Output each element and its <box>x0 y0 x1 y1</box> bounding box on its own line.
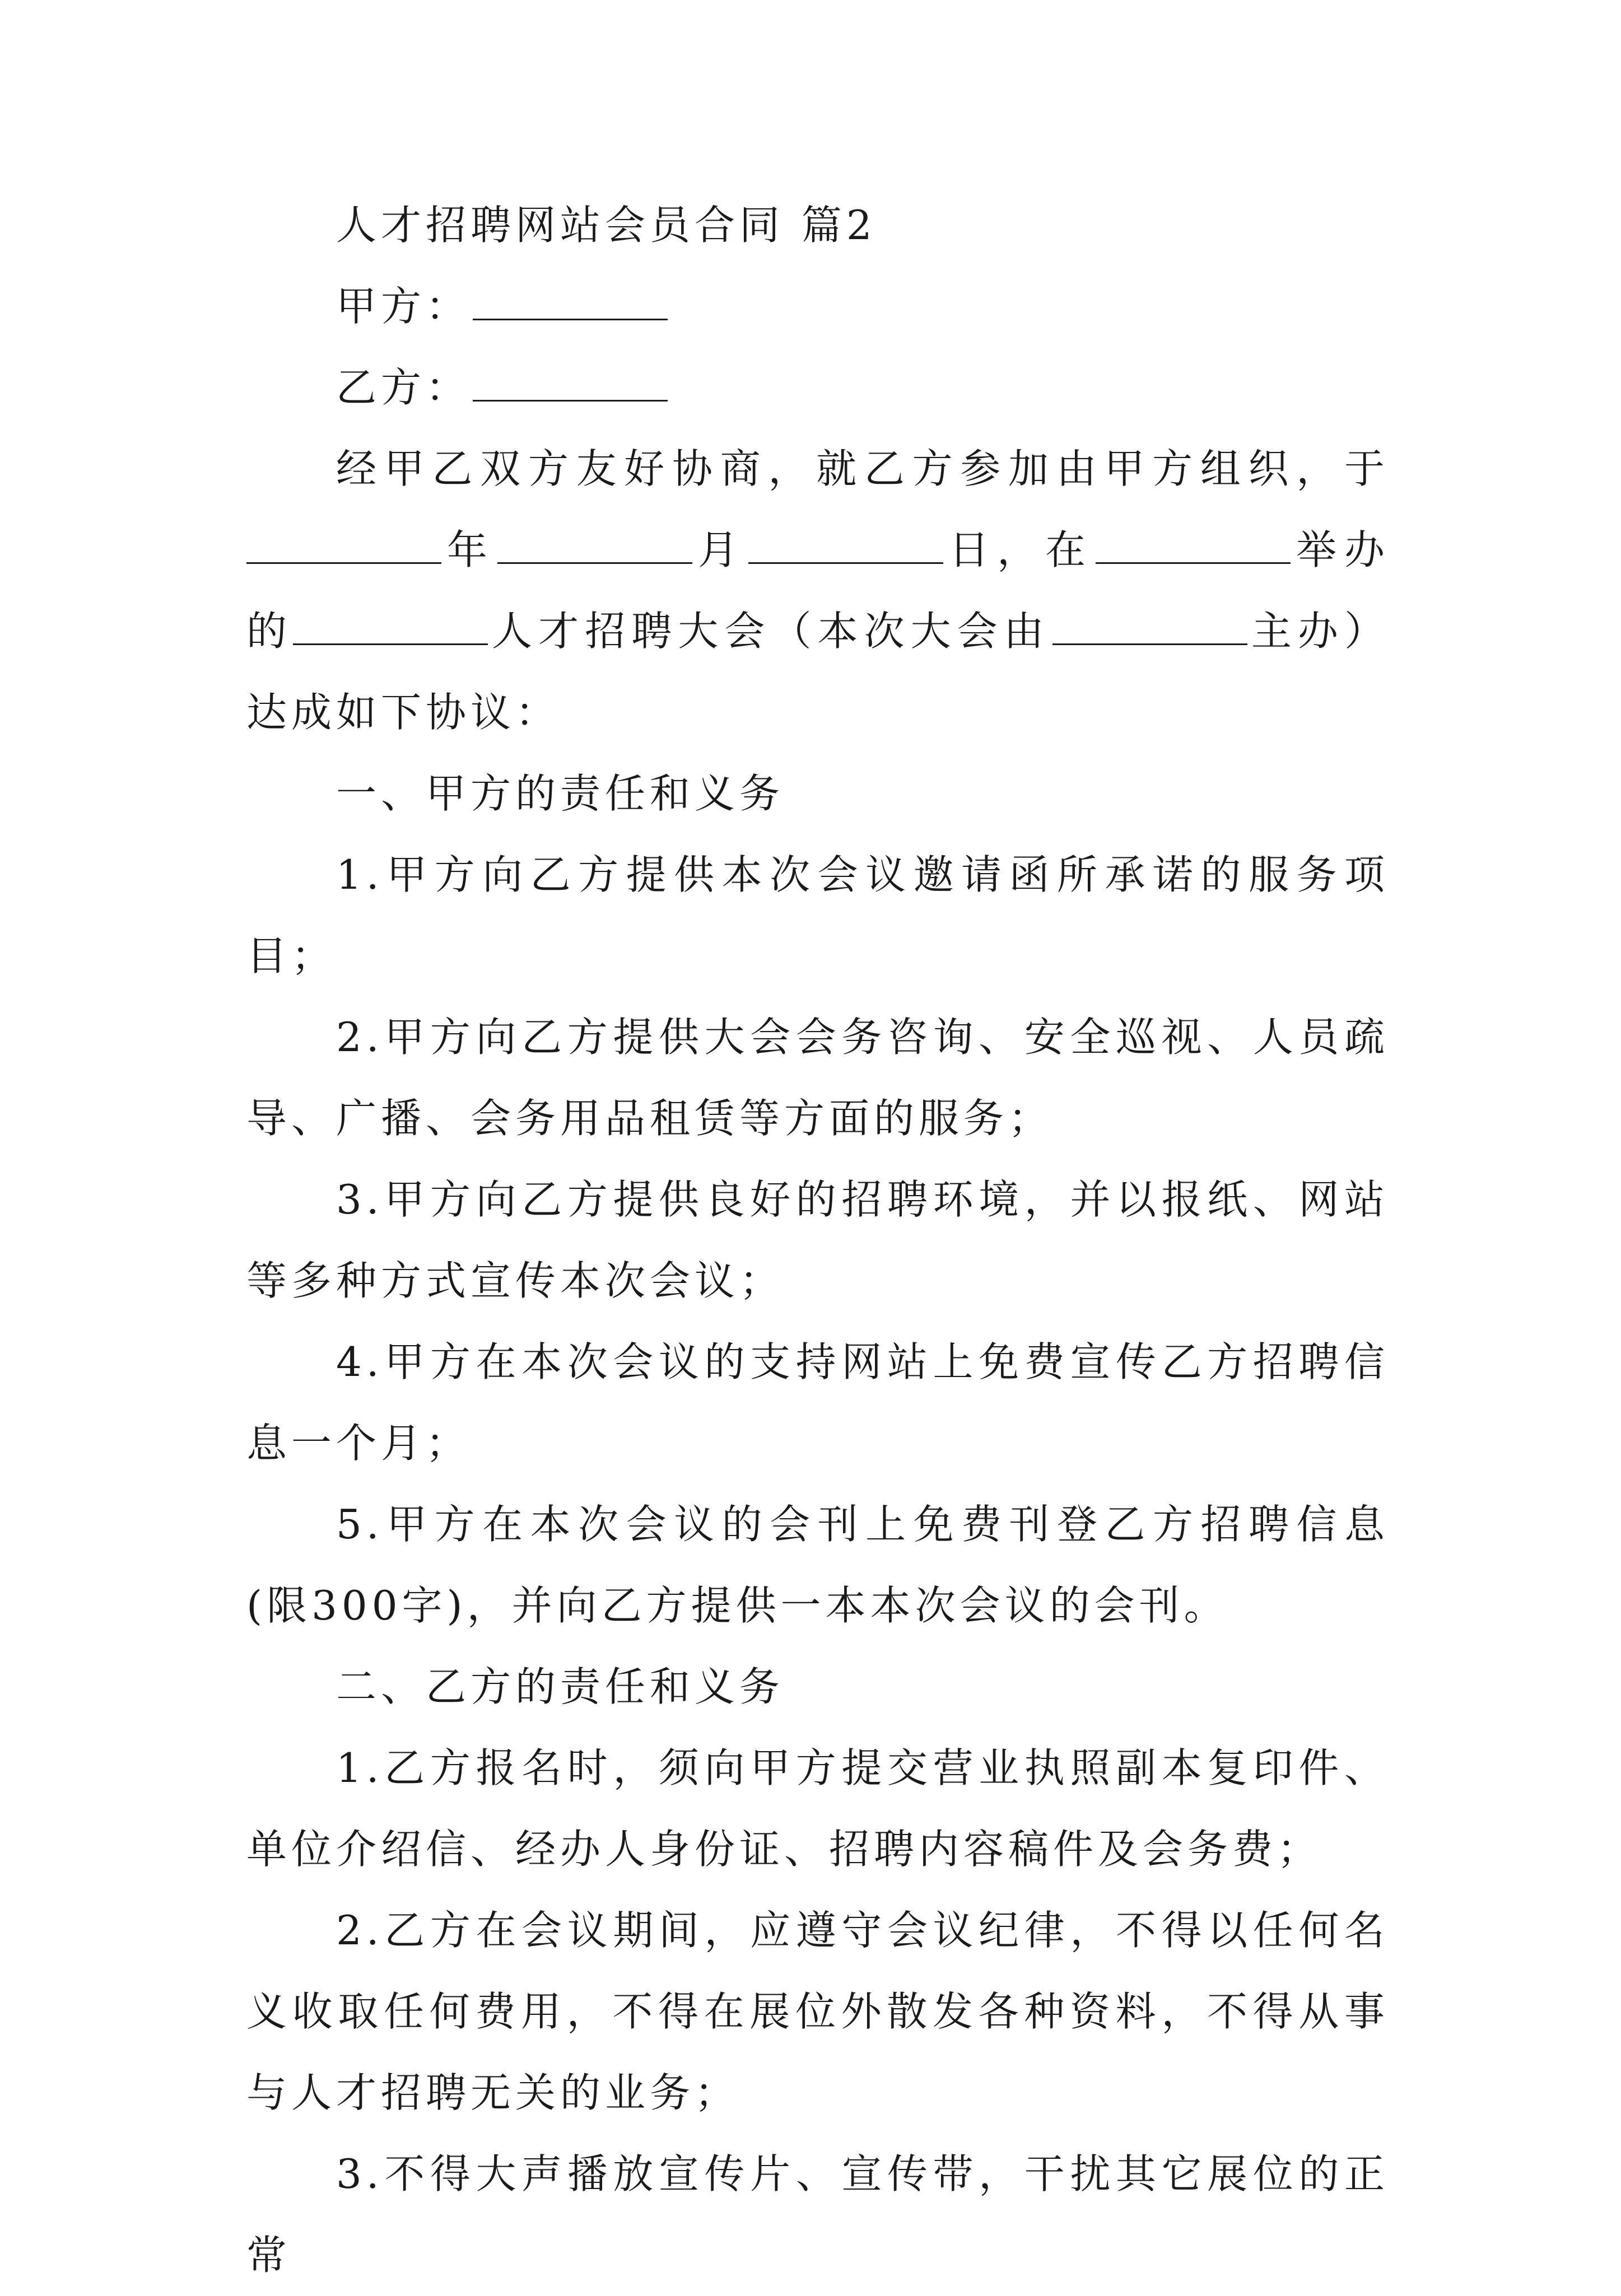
month-blank <box>497 529 692 564</box>
section1-heading: 一、甲方的责任和义务 <box>336 770 785 817</box>
year-blank <box>246 529 441 564</box>
section2-item: 1.乙方报名时，须向甲方提交营业执照副本复印件、单位介绍信、经办人身份证、招聘内容稿件及会务费； <box>246 1744 1389 1873</box>
section1-item: 3.甲方向乙方提供良好的招聘环境，并以报纸、网站等多种方式宣传本次会议； <box>246 1176 1389 1304</box>
section2-item: 2.乙方在会议期间，应遵守会议纪律，不得以任何名义收取任何费用，不得在展位外散发各种资料，不得从事与人才招聘无关的业务； <box>246 1907 1389 2116</box>
section1-item: 4.甲方在本次会议的支持网站上免费宣传乙方招聘信息一个月； <box>246 1338 1389 1467</box>
party-b-blank <box>473 366 668 402</box>
section1-item: 2.甲方向乙方提供大会会务咨询、安全巡视、人员疏导、广播、会务用品租赁等方面的服务； <box>246 1014 1389 1142</box>
day-blank <box>748 529 943 564</box>
fair-name-blank <box>293 610 488 645</box>
section2-item: 3.不得大声播放宣传片、宣传带，干扰其它展位的正常 <box>246 2150 1389 2279</box>
section1-item: 1.甲方向乙方提供本次会议邀请函所承诺的服务项目； <box>246 851 1389 979</box>
party-a-line <box>246 266 1389 347</box>
venue-blank <box>1096 529 1291 564</box>
party-b-label: 乙方： <box>336 364 471 411</box>
section1-item: 5.甲方在本次会议的会刊上免费刊登乙方招聘信息(限300字)，并向乙方提供一本本次会议的会刊。 <box>246 1501 1389 1629</box>
party-a-label: 甲方： <box>336 283 471 330</box>
party-b-line <box>246 347 1389 428</box>
host-blank <box>1052 610 1247 645</box>
document-page <box>246 185 1389 2296</box>
party-a-blank <box>473 285 668 320</box>
intro-paragraph: 经甲乙双方友好协商，就乙方参加由甲方组织，于年 月 日，在 举办的 人才招聘大会（本次大会由 主办）达成如下协议： <box>246 445 1389 736</box>
section2-heading: 二、乙方的责任和义务 <box>336 1663 785 1710</box>
document-title: 人才招聘网站会员合同 篇2 <box>336 202 877 249</box>
